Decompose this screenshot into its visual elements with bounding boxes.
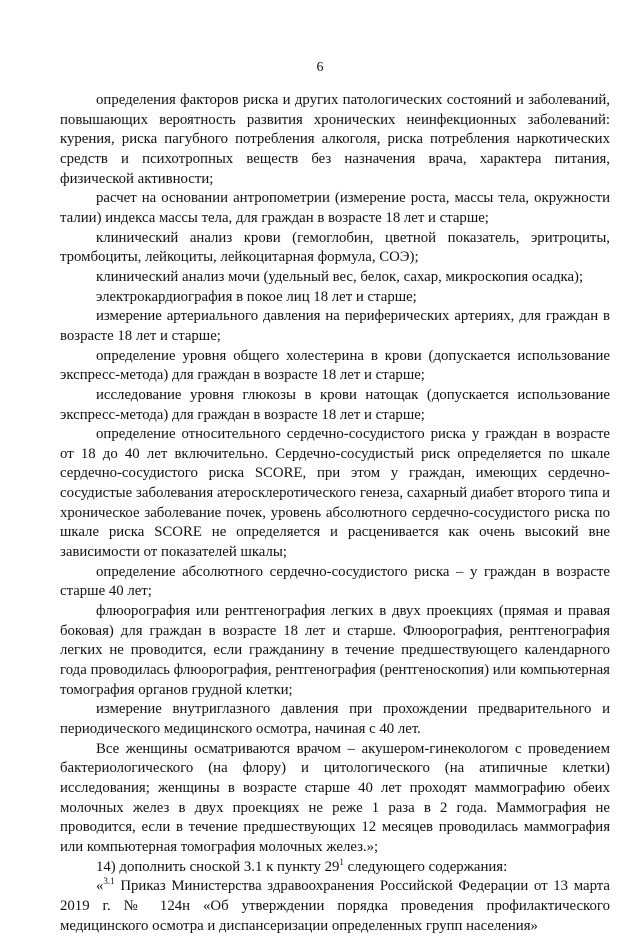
page-number: 6 <box>316 60 324 75</box>
paragraph-relative-cv-risk: определение относительного сердечно-сосудистого риска у граждан в возрасте от 18 до 40 лет включительно. Сердечно-сосудистый риск определяется по шкале сердечно-сосудистого риска SCORE, при этом у граждан, имеющих сердечно-сосудистые заболевания атеросклеротического генеза, сахарный диабет второго типа и хроническое заболевание почек, уровень абсолютного сердечно-сосудистого риска по шкале риска SCORE не определяется и расценивается как очень высокий вне зависимости от показателей шкалы; <box>60 426 610 561</box>
paragraph-fluorography: флюорография или рентгенография легких в двух проекциях (прямая и правая боковая) для граждан в возрасте 18 лет и старше. Флюорография, рентгенография легких не проводится, если гражданину в течение предшествующего календарного года проводилась флюорография, рентгенография (рентгеноскопия) или компьютерная томография органов грудной клетки; <box>60 603 610 698</box>
paragraph-footnote <box>60 877 610 936</box>
item-14-text: 14) дополнить сноской 3.1 к пункту 29 <box>96 858 340 875</box>
paragraph-risk-factors: определения факторов риска и других патологических состояний и заболеваний, повышающих вероятность развития хронических неинфекционных заболеваний: курения, риска пагубного потребления алкоголя, риска потребления наркотических средств и психотропных веществ без назначения врача, характера питания, физической активности; <box>60 92 610 187</box>
paragraph-glucose: исследование уровня глюкозы в крови натощак (допускается использование экспресс-метода) для граждан в возрасте 18 лет и старше; <box>60 386 610 423</box>
paragraph-intraocular-pressure: измерение внутриглазного давления при прохождении предварительного и периодического медицинского осмотра, начиная с 40 лет. <box>60 701 610 737</box>
document-body <box>60 91 610 936</box>
paragraph-absolute-cv-risk: определение абсолютного сердечно-сосудистого риска – у граждан в возрасте старше 40 лет; <box>60 563 610 600</box>
paragraph-anthropometry: расчет на основании антропометрии (измерение роста, массы тела, окружности талии) индекса массы тела, для граждан в возрасте 18 лет и старше; <box>60 190 610 226</box>
paragraph-blood-pressure: измерение артериального давления на периферических артериях, для граждан в возрасте 18 лет и старше; <box>60 308 610 344</box>
footnote-superscript: 3.1 <box>103 876 115 887</box>
footnote-quote-open: « <box>96 878 104 895</box>
paragraph-cholesterol: определение уровня общего холестерина в крови (допускается использование экспресс-метода) для граждан в возрасте 18 лет и старше; <box>60 347 610 384</box>
paragraph-gynecology: Все женщины осматриваются врачом – акушером-гинекологом с проведением бактериологического (на флору) и цитологического (на атипичные клетки) исследования; женщины в возрасте старше 40 лет проходят маммографию обеих молочных желез в двух проекциях не реже 1 раза в 2 года. Маммография не проводится, если в течение предшествующих 12 месяцев проводилась маммография или компьютерная томография молочных желез.»; <box>60 740 610 855</box>
paragraph-item-14 <box>60 858 610 878</box>
paragraph-ecg: электрокардиография в покое лиц 18 лет и старше; <box>96 288 417 305</box>
paragraph-blood-analysis: клинический анализ крови (гемоглобин, цветной показатель, эритроциты, тромбоциты, лейкоциты, лейкоцитарная формула, СОЭ); <box>60 229 610 266</box>
item-14-text-after: следующего содержания: <box>343 858 508 875</box>
item-14-superscript: 1 <box>339 856 344 867</box>
footnote-text: Приказ Министерства здравоохранения Российской Федерации от 13 марта 2019 г. № 124н «Об утверждении порядка проведения профилактического медицинского осмотра и диспансеризации определенных групп населения» <box>60 878 610 934</box>
paragraph-urine-analysis: клинический анализ мочи (удельный вес, белок, сахар, микроскопия осадка); <box>96 268 584 285</box>
